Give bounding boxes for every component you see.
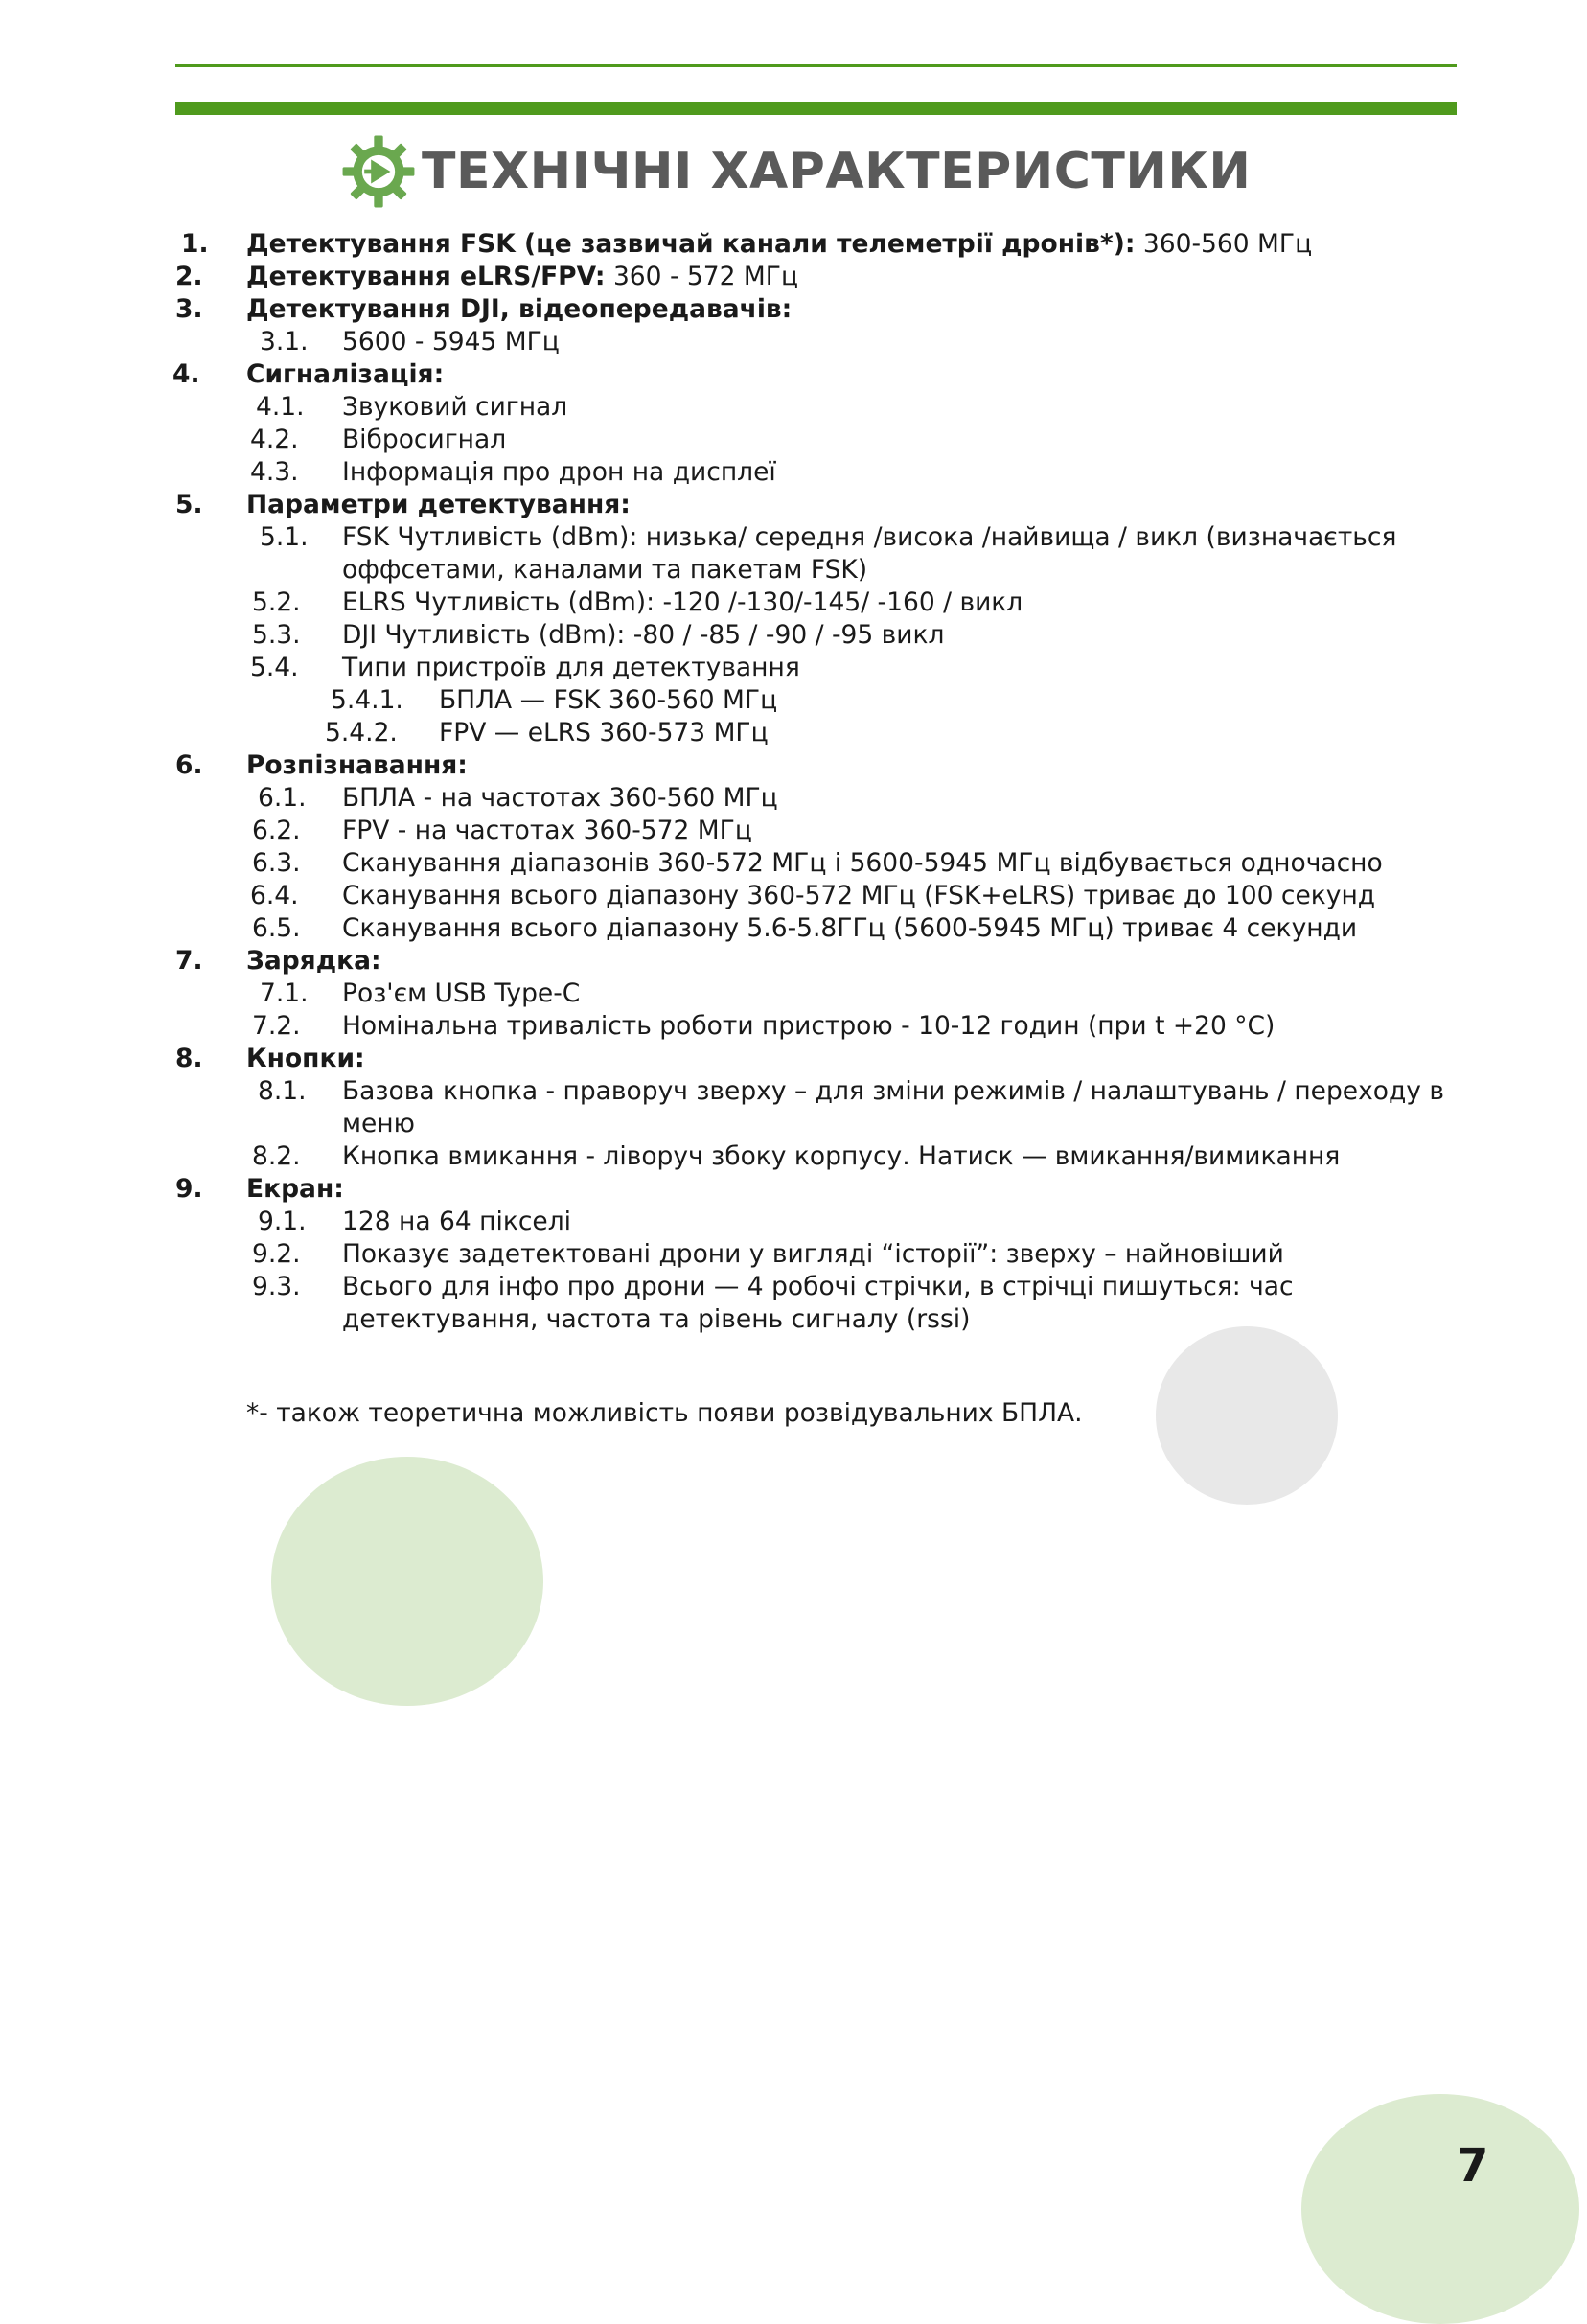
footnote: *- також теоретична можливість появи розвідувальних БПЛА. [246,1398,1083,1428]
item-num: 5.1. [260,522,309,552]
item-num: 4.3. [250,457,299,487]
decorative-circle-grey [1156,1326,1338,1505]
item-text: Базова кнопка - праворуч зверху – для зміни режимів / налаштувань / переходу в [342,1076,1445,1106]
page-number-circle [1301,2094,1579,2324]
spec-label: Розпізнавання: [246,750,468,780]
item-num: 6.1. [258,783,307,813]
item-num: 6.3. [252,848,301,878]
spec-label: Сигналізація: [246,359,445,389]
item-num: 5.2. [252,587,301,617]
item-text: Роз'єм USB Type-C [342,978,581,1008]
item-text: Кнопка вмикання - ліворуч збоку корпусу. Натиск — вмикання/вимикання [342,1141,1341,1171]
spec-num: 2. [175,262,203,291]
item-num: 8.2. [252,1141,301,1171]
item-text: Номінальна тривалість роботи пристрою - 10-12 годин (при t +20 °C) [342,1011,1276,1041]
item-num: 5.4.1. [331,685,403,715]
item-text: Вібросигнал [342,425,507,454]
item-text: БПЛА — FSK 360-560 МГц [439,685,778,715]
item-text: Показує задетектовані дрони у вигляді “історії”: зверху – найновіший [342,1239,1284,1269]
spec-num: 5. [175,490,203,519]
item-num: 6.4. [250,881,299,910]
item-num: 4.2. [250,425,299,454]
spec-num: 8. [175,1044,203,1073]
item-text: Сканування всього діапазону 360-572 МГц (FSK+eLRS) триває до 100 секунд [342,881,1376,910]
item-num: 5.4. [250,653,299,682]
header-rule-thin [175,64,1457,67]
spec-num: 1. [181,229,209,259]
item-text: БПЛА - на частотах 360-560 МГц [342,783,778,813]
item-num: 4.1. [256,392,305,422]
spec-label: Детектування DJI, відеопередавачів: [246,294,793,324]
item-text: ELRS Чутливість (dBm): -120 /-130/-145/ -160 / викл [342,587,1024,617]
spec-label: Детектування FSK (це зазвичай канали телеметрії дронів*): [246,229,1136,259]
spec-num: 9. [175,1174,203,1204]
spec-value: 360-560 МГц [1135,229,1313,259]
item-num: 9.2. [252,1239,301,1269]
item-text: Всього для інфо про дрони — 4 робочі стрічки, в стрічці пишуться: час [342,1272,1294,1301]
header-rule-thick [175,102,1457,115]
item-text-continued: меню [342,1109,415,1139]
spec-label: Кнопки: [246,1044,365,1073]
item-text: Типи пристроїв для детектування [342,653,800,682]
item-num: 5.3. [252,620,301,650]
spec-label: Зарядка: [246,946,381,976]
decorative-circle-green [271,1457,543,1706]
spec-label: Детектування eLRS/FPV: [246,262,606,291]
item-text: 128 на 64 пікселі [342,1207,572,1236]
gear-icon [341,134,416,209]
item-text: 5600 - 5945 МГц [342,327,560,357]
item-text: FSK Чутливість (dBm): низька/ середня /висока /найвища / викл (визначається [342,522,1397,552]
item-num: 6.2. [252,816,301,845]
item-text: FPV — eLRS 360-573 МГц [439,718,769,748]
item-text: DJI Чутливість (dBm): -80 / -85 / -90 / -95 викл [342,620,945,650]
spec-num: 3. [175,294,203,324]
item-text-continued: детектування, частота та рівень сигналу (rssi) [342,1304,971,1334]
item-num: 7.1. [260,978,309,1008]
item-text: Інформація про дрон на дисплеї [342,457,776,487]
title-block [341,134,1251,209]
spec-label: Параметри детектування: [246,490,631,519]
spec-num: 6. [175,750,203,780]
item-num: 6.5. [252,913,301,943]
item-num: 8.1. [258,1076,307,1106]
item-text: FPV - на частотах 360-572 МГц [342,816,752,845]
item-num: 9.3. [252,1272,301,1301]
spec-value: 360 - 572 МГц [605,262,798,291]
item-num: 5.4.2. [325,718,398,748]
item-text: Сканування діапазонів 360-572 МГц і 5600-5945 МГц відбувається одночасно [342,848,1383,878]
item-num: 7.2. [252,1011,301,1041]
spec-num: 7. [175,946,203,976]
item-text: Звуковий сигнал [342,392,568,422]
item-num: 3.1. [260,327,309,357]
page-number: 7 [1457,2139,1489,2193]
spec-num: 4. [172,359,200,389]
item-text: Сканування всього діапазону 5.6-5.8ГГц (5600-5945 МГц) триває 4 секунди [342,913,1358,943]
spec-label: Екран: [246,1174,344,1204]
page-title: ТЕХНІЧНІ ХАРАКТЕРИСТИКИ [422,143,1252,200]
item-num: 9.1. [258,1207,307,1236]
item-text-continued: оффсетами, каналами та пакетам FSK) [342,555,868,585]
